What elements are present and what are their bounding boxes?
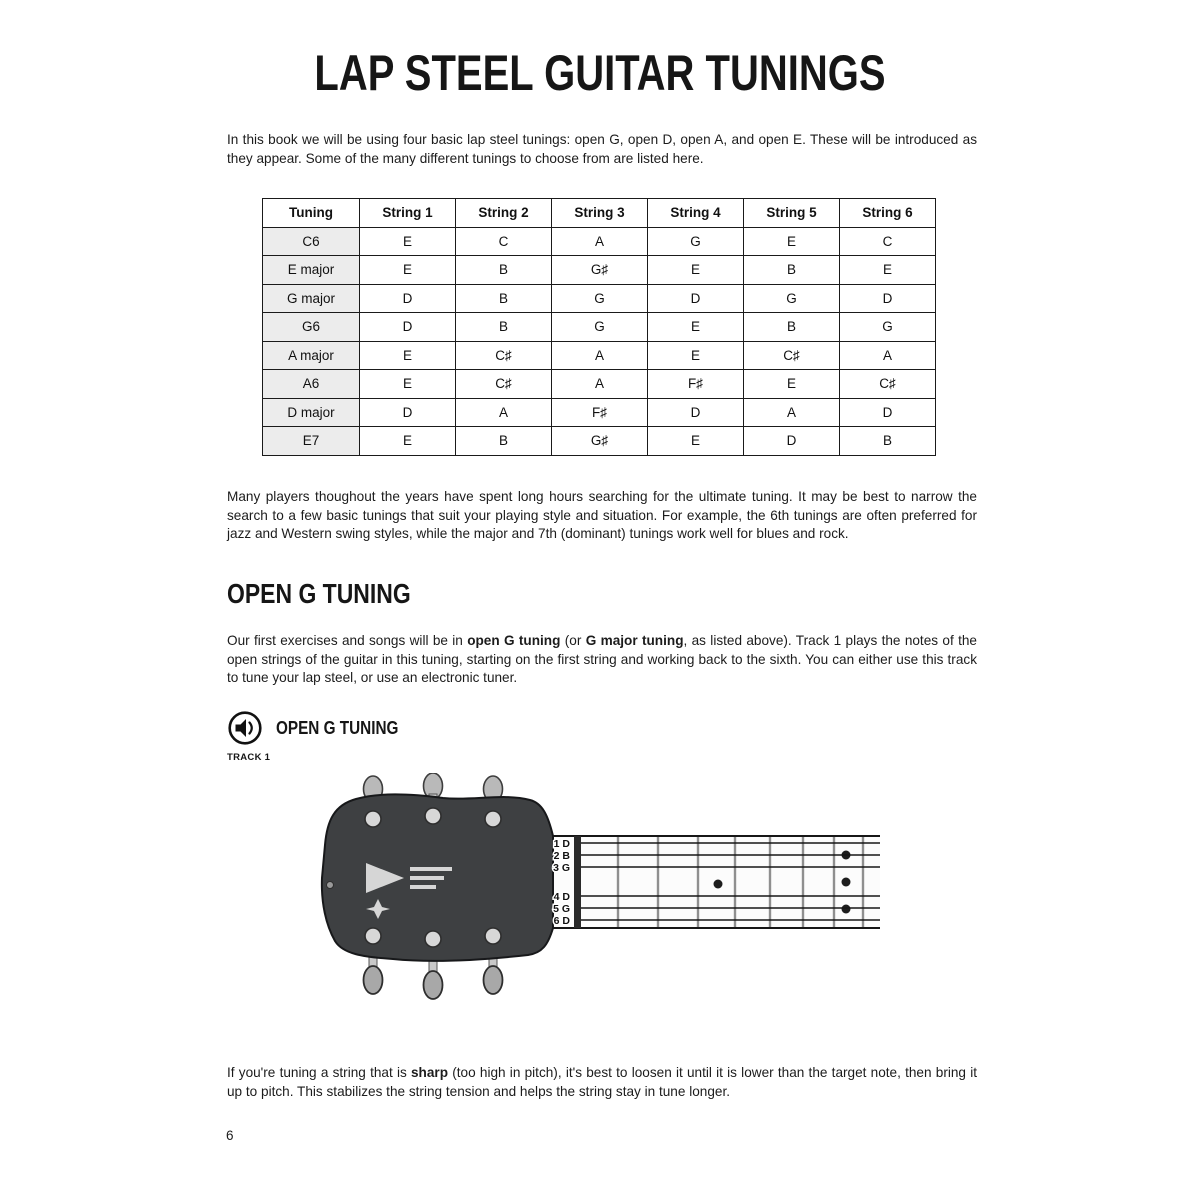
- intro-paragraph: In this book we will be using four basic lap steel tunings: open G, open D, open A, and open E. These will be introduced as they appear. Some of the many different tunings to choose from are listed here.: [227, 132, 977, 166]
- text-segment-bold: sharp: [411, 1065, 449, 1080]
- table-cell: D: [360, 313, 456, 342]
- table-cell: E: [744, 370, 840, 399]
- table-row: [263, 341, 936, 370]
- table-row: [263, 284, 936, 313]
- col-header-tuning: Tuning: [263, 199, 360, 228]
- table-cell: C: [840, 227, 936, 256]
- table-cell: E: [648, 427, 744, 456]
- audio-track-row: [227, 710, 420, 746]
- table-cell: A: [552, 227, 648, 256]
- guitar-headstock-drawing: [318, 773, 880, 1018]
- table-cell: B: [456, 284, 552, 313]
- col-header-string3: String 3: [552, 199, 648, 228]
- table-cell: C♯: [456, 341, 552, 370]
- string-label-6: 6 D: [553, 915, 570, 927]
- table-cell: A: [840, 341, 936, 370]
- tuning-tip-paragraph: [227, 1064, 977, 1101]
- table-cell: E: [648, 256, 744, 285]
- col-header-string2: String 2: [456, 199, 552, 228]
- table-cell: D: [648, 398, 744, 427]
- col-header-string6: String 6: [840, 199, 936, 228]
- table-cell: B: [744, 313, 840, 342]
- string-label-5: 5 G: [553, 903, 570, 915]
- table-cell: B: [840, 427, 936, 456]
- table-cell: E: [360, 341, 456, 370]
- table-cell: D: [360, 398, 456, 427]
- table-cell: A: [744, 398, 840, 427]
- table-cell: B: [456, 256, 552, 285]
- table-cell-tuning: D major: [263, 398, 360, 427]
- table-cell: A: [456, 398, 552, 427]
- track-number-label: TRACK 1: [227, 752, 271, 763]
- table-cell-tuning: A6: [263, 370, 360, 399]
- table-cell: C♯: [744, 341, 840, 370]
- table-header-row: [263, 199, 936, 228]
- text-segment: Our first exercises and songs will be in: [227, 633, 468, 648]
- table-cell: B: [744, 256, 840, 285]
- table-cell: G: [552, 284, 648, 313]
- table-cell: E: [744, 227, 840, 256]
- table-cell: A: [552, 370, 648, 399]
- table-cell-tuning: G6: [263, 313, 360, 342]
- page-number: 6: [226, 1128, 234, 1143]
- string-label-1: 1 D: [553, 838, 570, 850]
- table-cell: C♯: [456, 370, 552, 399]
- open-g-heading: OPEN G TUNING: [227, 578, 411, 609]
- table-cell: A: [552, 341, 648, 370]
- table-cell: B: [456, 427, 552, 456]
- table-row: [263, 427, 936, 456]
- string-label-4: 4 D: [553, 891, 570, 903]
- text-segment-bold: open G tuning: [467, 633, 561, 648]
- headstock-screw: [327, 882, 334, 889]
- speaker-icon: [227, 710, 263, 746]
- table-cell: E: [648, 313, 744, 342]
- table-cell: E: [360, 427, 456, 456]
- table-cell: D: [744, 427, 840, 456]
- string-label-2: 2 B: [553, 850, 570, 862]
- col-header-string1: String 1: [360, 199, 456, 228]
- guitar-headstock-figure: [318, 773, 880, 1018]
- search-paragraph: Many players thoughout the years have spent long hours searching for the ultimate tuning. It may be best to narrow the search to a few basic tunings that suit your playing style and situation. For example, the 6th tunings are often preferred for jazz and Western swing styles, while the major and 7th (dominant) tunings work well for blues and rock.: [227, 489, 977, 542]
- table-cell-tuning: A major: [263, 341, 360, 370]
- table-cell: E: [840, 256, 936, 285]
- table-cell-tuning: E7: [263, 427, 360, 456]
- table-cell: G♯: [552, 256, 648, 285]
- page-title-row: [0, 44, 1200, 102]
- tuning-table: [262, 198, 936, 456]
- table-cell: D: [840, 398, 936, 427]
- table-cell: D: [648, 284, 744, 313]
- table-cell: E: [360, 370, 456, 399]
- table-cell: G: [744, 284, 840, 313]
- table-cell-tuning: E major: [263, 256, 360, 285]
- table-cell-tuning: C6: [263, 227, 360, 256]
- table-cell: C: [456, 227, 552, 256]
- table-row: [263, 313, 936, 342]
- page-title: LAP STEEL GUITAR TUNINGS: [314, 45, 886, 101]
- col-header-string4: String 4: [648, 199, 744, 228]
- text-segment-bold: G major tuning: [585, 633, 684, 648]
- table-cell: E: [360, 227, 456, 256]
- audio-track-label: OPEN G TUNING: [276, 717, 399, 738]
- table-row: [263, 227, 936, 256]
- table-row: [263, 398, 936, 427]
- table-cell: C♯: [840, 370, 936, 399]
- table-cell: G: [840, 313, 936, 342]
- text-segment: If you're tuning a string that is: [227, 1065, 411, 1080]
- text-segment: , as listed above). Track 1 plays the notes of the open strings of the guitar in this tuning, starting on the first string and working back to the sixth. You can either use this track to tune your lap steel, or use an electronic tuner.: [227, 633, 977, 686]
- table-cell: G: [552, 313, 648, 342]
- text-segment: (or: [560, 633, 586, 648]
- table-row: [263, 370, 936, 399]
- table-cell: G: [648, 227, 744, 256]
- table-cell: F♯: [552, 398, 648, 427]
- col-header-string5: String 5: [744, 199, 840, 228]
- table-cell: G♯: [552, 427, 648, 456]
- open-g-paragraph: [227, 632, 977, 688]
- text-segment: (too high in pitch), it's best to loosen it until it is lower than the target note, then bring it up to pitch. This stabilizes the string tension and helps the string stay in tune longer.: [227, 1065, 978, 1099]
- table-cell: E: [360, 256, 456, 285]
- string-label-3: 3 G: [553, 862, 570, 874]
- table-row: [263, 256, 936, 285]
- fretboard: [543, 836, 880, 928]
- table-cell: D: [840, 284, 936, 313]
- table-cell: E: [648, 341, 744, 370]
- nut: [574, 836, 581, 928]
- table-cell: B: [456, 313, 552, 342]
- table-cell: D: [360, 284, 456, 313]
- table-cell-tuning: G major: [263, 284, 360, 313]
- table-cell: F♯: [648, 370, 744, 399]
